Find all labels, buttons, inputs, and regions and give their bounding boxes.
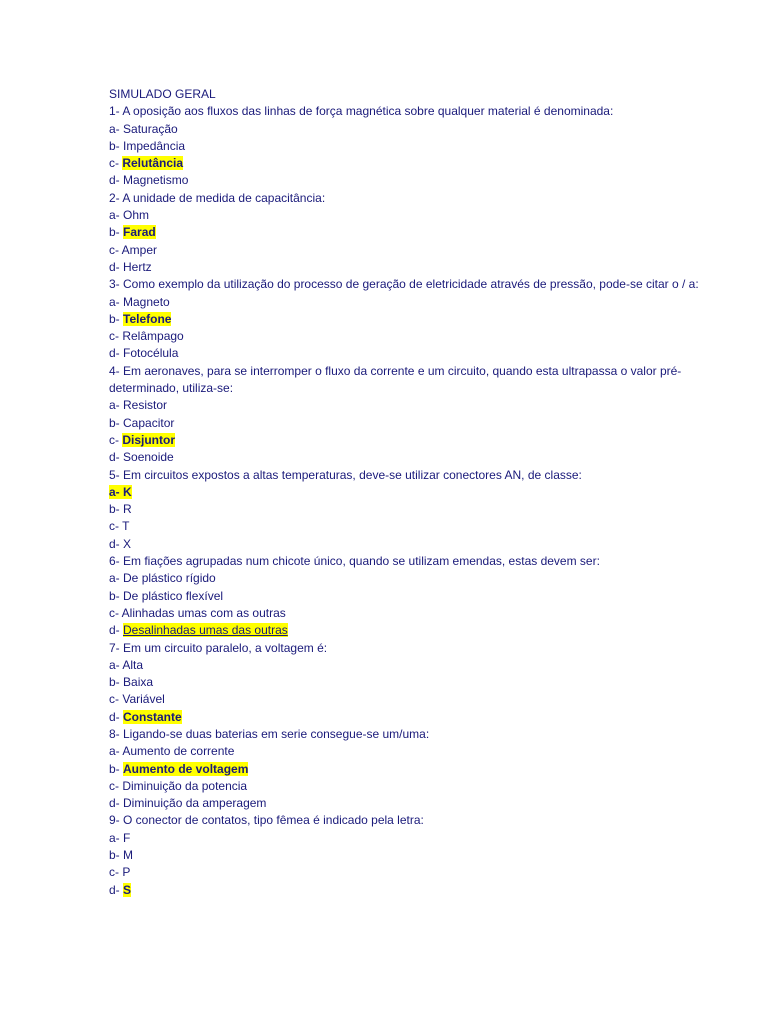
option-text: Aumento de corrente xyxy=(122,744,235,759)
question-text: 1- A oposição aos fluxos das linhas de força magnética sobre qualquer material é denominada: xyxy=(109,104,614,119)
answer-option xyxy=(109,570,709,587)
option-letter: c- xyxy=(109,432,123,447)
option-text: X xyxy=(123,536,132,551)
question-list xyxy=(109,103,709,899)
option-letter: d- xyxy=(109,796,124,811)
option-letter: b- xyxy=(109,675,124,690)
answer-option xyxy=(109,588,709,605)
answer-option xyxy=(109,674,709,691)
answer-option xyxy=(109,259,709,276)
answer-option xyxy=(109,622,709,639)
option-letter: b- xyxy=(109,415,124,430)
option-letter: c- xyxy=(109,865,123,880)
answer-option xyxy=(109,743,709,760)
answer-option xyxy=(109,224,709,241)
option-text: M xyxy=(123,848,134,863)
option-letter: a- xyxy=(109,208,124,223)
answer-option xyxy=(109,345,709,362)
answer-option xyxy=(109,882,709,899)
answer-option xyxy=(109,432,709,449)
option-letter: b- xyxy=(109,138,124,153)
option-letter: d- xyxy=(109,623,124,638)
question-text: 3- Como exemplo da utilização do processo de geração de eletricidade através de pressão, pode-se citar o / a: xyxy=(109,277,699,292)
answer-option xyxy=(109,518,709,535)
option-text: Capacitor xyxy=(123,415,175,430)
question-text: 2- A unidade de medida de capacitância: xyxy=(109,190,326,205)
option-letter: a- xyxy=(109,744,123,759)
option-text: Magneto xyxy=(123,294,170,309)
option-text: Impedância xyxy=(123,138,186,153)
option-text: T xyxy=(122,519,130,534)
option-text: Relâmpago xyxy=(122,329,184,344)
option-text: Soenoide xyxy=(123,450,174,465)
option-text: Variável xyxy=(122,692,165,707)
answer-option xyxy=(109,415,709,432)
option-letter: d- xyxy=(109,259,124,274)
option-text: Alinhadas umas com as outras xyxy=(121,605,286,620)
answer-option xyxy=(109,709,709,726)
answer-option xyxy=(109,138,709,155)
answer-option xyxy=(109,501,709,518)
answer-option xyxy=(109,449,709,466)
option-text: Diminuição da amperagem xyxy=(123,796,267,811)
answer-option xyxy=(109,778,709,795)
question-text: 8- Ligando-se duas baterias em serie consegue-se um/uma: xyxy=(109,726,430,741)
option-letter: c- xyxy=(109,605,122,620)
option-text: Diminuição da potencia xyxy=(122,778,248,793)
answer-option xyxy=(109,847,709,864)
option-letter: c- xyxy=(109,519,123,534)
option-text: De plástico rígido xyxy=(123,571,216,586)
option-text: R xyxy=(123,502,132,517)
option-letter: b- xyxy=(109,225,124,240)
option-text: Amper xyxy=(121,242,158,257)
answer-option xyxy=(109,761,709,778)
option-letter: b- xyxy=(109,502,124,517)
option-letter: c- xyxy=(109,692,123,707)
option-letter: b- xyxy=(109,848,124,863)
question-text: 7- Em um circuito paralelo, a voltagem é: xyxy=(109,640,328,655)
answer-option xyxy=(109,795,709,812)
correct-answer-text: Telefone xyxy=(123,311,172,326)
answer-option xyxy=(109,657,709,674)
answer-option xyxy=(109,328,709,345)
option-letter: d- xyxy=(109,346,124,361)
option-letter: d- xyxy=(109,536,124,551)
answer-option xyxy=(109,294,709,311)
option-letter: a- xyxy=(109,294,124,309)
answer-option xyxy=(109,484,709,501)
question-text: 9- O conector de contatos, tipo fêmea é indicado pela letra: xyxy=(109,813,424,828)
answer-option xyxy=(109,311,709,328)
option-letter: b- xyxy=(109,588,124,603)
option-letter: d- xyxy=(109,450,124,465)
option-letter: c- xyxy=(109,156,123,171)
correct-answer-text: Constante xyxy=(123,709,182,724)
answer-option xyxy=(109,605,709,622)
option-text: De plástico flexível xyxy=(123,588,224,603)
option-text: Baixa xyxy=(123,675,154,690)
option-letter: c- xyxy=(109,242,122,257)
correct-answer-text: Desalinhadas umas das outras xyxy=(123,623,288,638)
answer-option xyxy=(109,830,709,847)
question-text: 4- Em aeronaves, para se interromper o fluxo da corrente e um circuito, quando esta ultrapassa o valor pré-determinado, utiliza-se: xyxy=(109,363,682,396)
option-letter: c- xyxy=(109,329,123,344)
option-text: K xyxy=(123,484,132,499)
option-text: F xyxy=(123,830,131,845)
answer-option xyxy=(109,155,709,172)
answer-option xyxy=(109,242,709,259)
option-letter: a- xyxy=(109,657,123,672)
option-text: P xyxy=(122,865,131,880)
option-text: Saturação xyxy=(123,121,178,136)
correct-answer-text: Relutância xyxy=(122,156,184,171)
answer-option xyxy=(109,207,709,224)
option-letter: d- xyxy=(109,173,124,188)
option-text: Magnetismo xyxy=(123,173,189,188)
option-text: Resistor xyxy=(123,398,168,413)
option-text: Hertz xyxy=(123,259,152,274)
correct-answer-highlight xyxy=(109,485,132,499)
option-letter: a- xyxy=(109,571,124,586)
answer-option xyxy=(109,397,709,414)
option-letter: a- xyxy=(109,484,124,499)
answer-option xyxy=(109,121,709,138)
option-letter: a- xyxy=(109,121,124,136)
answer-option xyxy=(109,864,709,881)
correct-answer-text: S xyxy=(123,882,132,897)
answer-option xyxy=(109,691,709,708)
option-letter: d- xyxy=(109,882,124,897)
option-text: Ohm xyxy=(123,208,150,223)
answer-option xyxy=(109,536,709,553)
option-letter: a- xyxy=(109,398,124,413)
question-text: 5- Em circuitos expostos a altas temperaturas, deve-se utilizar conectores AN, de classe: xyxy=(109,467,582,482)
answer-option xyxy=(109,172,709,189)
correct-answer-text: Disjuntor xyxy=(122,432,176,447)
correct-answer-text: Aumento de voltagem xyxy=(123,761,249,776)
correct-answer-text: Farad xyxy=(123,225,156,240)
document xyxy=(109,86,709,899)
option-letter: d- xyxy=(109,709,124,724)
option-letter: b- xyxy=(109,311,124,326)
option-text: Fotocélula xyxy=(123,346,179,361)
document-title: SIMULADO GERAL xyxy=(109,87,216,101)
option-letter: c- xyxy=(109,778,123,793)
option-letter: b- xyxy=(109,761,124,776)
option-letter: a- xyxy=(109,830,124,845)
question-text: 6- Em fiações agrupadas num chicote único, quando se utilizam emendas, estas devem ser: xyxy=(109,554,600,569)
option-text: Alta xyxy=(122,657,144,672)
